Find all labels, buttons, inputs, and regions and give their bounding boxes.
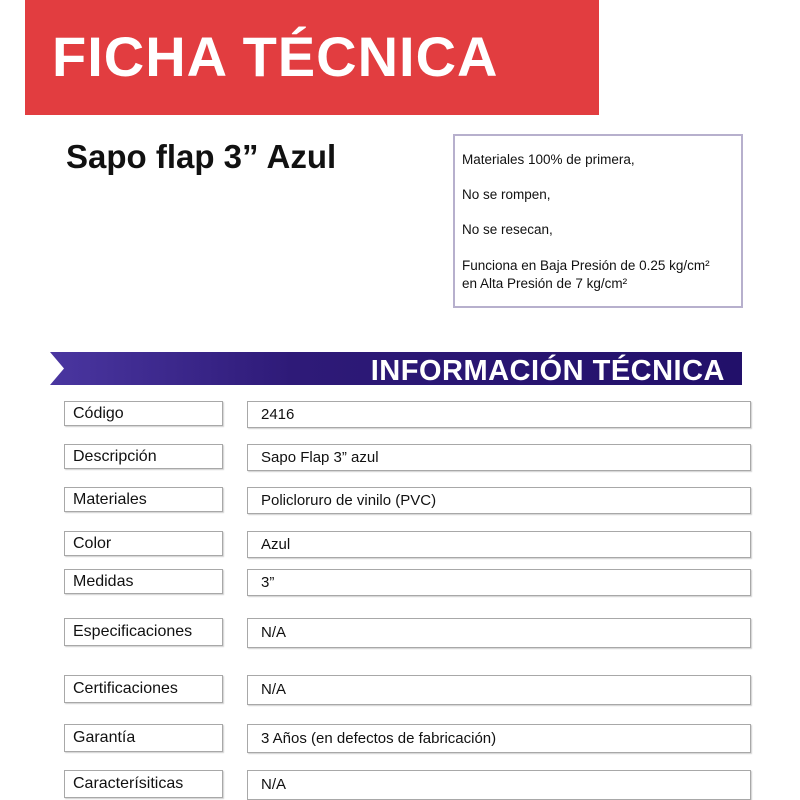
spec-label: Código bbox=[64, 401, 223, 426]
spec-value: 2416 bbox=[247, 401, 751, 428]
feature-item: en Alta Presión de 7 kg/cm² bbox=[462, 276, 628, 291]
spec-label: Materiales bbox=[64, 487, 223, 512]
features-box bbox=[453, 134, 743, 308]
spec-row bbox=[0, 770, 800, 797]
spec-label: Medidas bbox=[64, 569, 223, 594]
spec-value: Sapo Flap 3” azul bbox=[247, 444, 751, 471]
spec-label: Color bbox=[64, 531, 223, 556]
section-title: INFORMACIÓN TÉCNICA bbox=[370, 355, 725, 387]
feature-item: No se rompen, bbox=[462, 187, 551, 202]
spec-row bbox=[0, 444, 800, 471]
spec-row bbox=[0, 724, 800, 751]
spec-value: 3 Años (en defectos de fabricación) bbox=[247, 724, 751, 753]
feature-item: No se resecan, bbox=[462, 222, 553, 237]
spec-row bbox=[0, 675, 800, 702]
product-name: Sapo flap 3” Azul bbox=[66, 138, 337, 175]
section-header-bar bbox=[50, 352, 742, 385]
feature-item: Materiales 100% de primera, bbox=[462, 152, 635, 167]
spec-row bbox=[0, 618, 800, 645]
spec-value: N/A bbox=[247, 770, 751, 800]
spec-value: N/A bbox=[247, 618, 751, 648]
spec-row bbox=[0, 569, 800, 596]
page-title: FICHA TÉCNICA bbox=[52, 25, 499, 88]
spec-value: Azul bbox=[247, 531, 751, 558]
spec-row bbox=[0, 531, 800, 558]
spec-label: Descripción bbox=[64, 444, 223, 469]
spec-value: 3” bbox=[247, 569, 751, 596]
spec-label: Especificaciones bbox=[64, 618, 223, 646]
feature-item: Funciona en Baja Presión de 0.25 kg/cm² bbox=[462, 258, 710, 273]
spec-label: Certificaciones bbox=[64, 675, 223, 703]
spec-label: Garantía bbox=[64, 724, 223, 752]
spec-value: Policloruro de vinilo (PVC) bbox=[247, 487, 751, 514]
spec-value: N/A bbox=[247, 675, 751, 705]
spec-row bbox=[0, 487, 800, 514]
spec-row bbox=[0, 401, 800, 428]
spec-label: Caracterísiticas bbox=[64, 770, 223, 798]
